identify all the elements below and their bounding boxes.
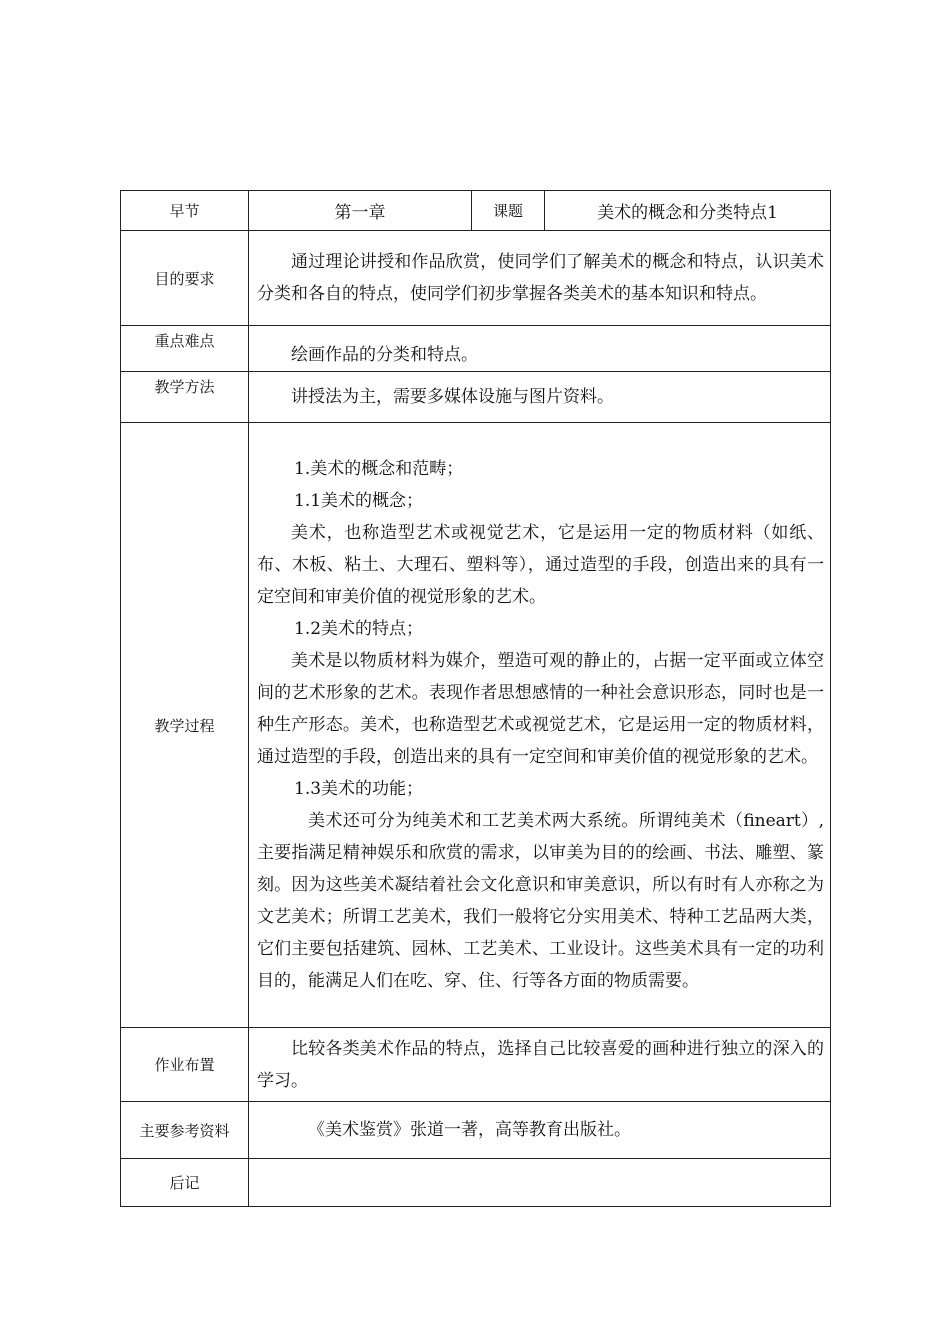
key-points-row bbox=[121, 326, 831, 372]
postscript-label: 后记 bbox=[121, 1159, 249, 1207]
key-points-text: 绘画作品的分类和特点。 bbox=[291, 345, 478, 365]
references-label: 主要参考资料 bbox=[121, 1102, 249, 1159]
postscript-row bbox=[121, 1159, 831, 1207]
objectives-label: 目的要求 bbox=[121, 231, 249, 326]
teaching-method-text: 讲授法为主，需要多媒体设施与图片资料。 bbox=[291, 387, 614, 407]
postscript-cell bbox=[249, 1159, 831, 1207]
chapter-label: 早节 bbox=[121, 191, 249, 231]
key-points-label: 重点难点 bbox=[121, 326, 249, 372]
heading-1-2: 1.2美术的特点； bbox=[294, 619, 424, 639]
teaching-process-label: 教学过程 bbox=[121, 423, 249, 1028]
teaching-method-label: 教学方法 bbox=[121, 372, 249, 423]
objectives-text: 通过理论讲授和作品欣赏，使同学们了解美术的概念和特点，认识美术分类和各自的特点，使同学们初步掌握各类美术的基本知识和特点。 bbox=[257, 252, 824, 304]
teaching-method-cell bbox=[249, 372, 831, 423]
topic-value: 美术的概念和分类特点1 bbox=[545, 191, 831, 231]
references-row bbox=[121, 1102, 831, 1159]
paragraph-1-3: 美术还可分为纯美术和工艺美术两大系统。所谓纯美术（fineart）,主要指满足精神娱乐和欣赏的需求，以审美为目的的绘画、书法、雕塑、篆刻。因为这些美术凝结着社会文化意识和审美意识，所以有时有人亦称之为文艺美术；所谓工艺美术，我们一般将它分实用美术、特种工艺品两大类，它们主要包括建筑、园林、工艺美术、工业设计。这些美术具有一定的功利目的，能满足人们在吃、穿、住、行等各方面的物质需要。 bbox=[257, 811, 824, 991]
homework-text: 比较各类美术作品的特点，选择自己比较喜爱的画种进行独立的深入的学习。 bbox=[257, 1038, 824, 1091]
teaching-process-row bbox=[121, 423, 831, 1028]
paragraph-1-2: 美术是以物质材料为媒介，塑造可观的静止的，占据一定平面或立体空间的艺术形象的艺术。表现作者思想感情的一种社会意识形态，同时也是一种生产形态。美术，也称造型艺术或视觉艺术，它是运用一定的物质材料，通过造型的手段，创造出来的具有一定空间和审美价值的视觉形象的艺术。 bbox=[257, 651, 824, 767]
objectives-cell bbox=[249, 231, 831, 326]
homework-row bbox=[121, 1028, 831, 1102]
references-text: 《美术鉴赏》张道一著，高等教育出版社。 bbox=[308, 1120, 631, 1140]
lesson-plan-table bbox=[120, 190, 831, 1207]
heading-1: 1.美术的概念和范畴； bbox=[294, 459, 464, 479]
heading-1-3: 1.3美术的功能； bbox=[294, 779, 424, 799]
key-points-cell bbox=[249, 326, 831, 372]
topic-label: 课题 bbox=[472, 191, 545, 231]
objectives-row bbox=[121, 231, 831, 326]
references-cell bbox=[249, 1102, 831, 1159]
homework-label: 作业布置 bbox=[121, 1028, 249, 1102]
header-row bbox=[121, 191, 831, 231]
homework-cell bbox=[249, 1028, 831, 1102]
teaching-method-row bbox=[121, 372, 831, 423]
heading-1-1: 1.1美术的概念； bbox=[294, 491, 424, 511]
chapter-value: 第一章 bbox=[249, 191, 472, 231]
paragraph-1-1: 美术，也称造型艺术或视觉艺术，它是运用一定的物质材料（如纸、布、木板、粘土、大理石、塑料等），通过造型的手段，创造出来的具有一定空间和审美价值的视觉形象的艺术。 bbox=[257, 523, 824, 607]
teaching-process-cell bbox=[249, 423, 831, 1028]
